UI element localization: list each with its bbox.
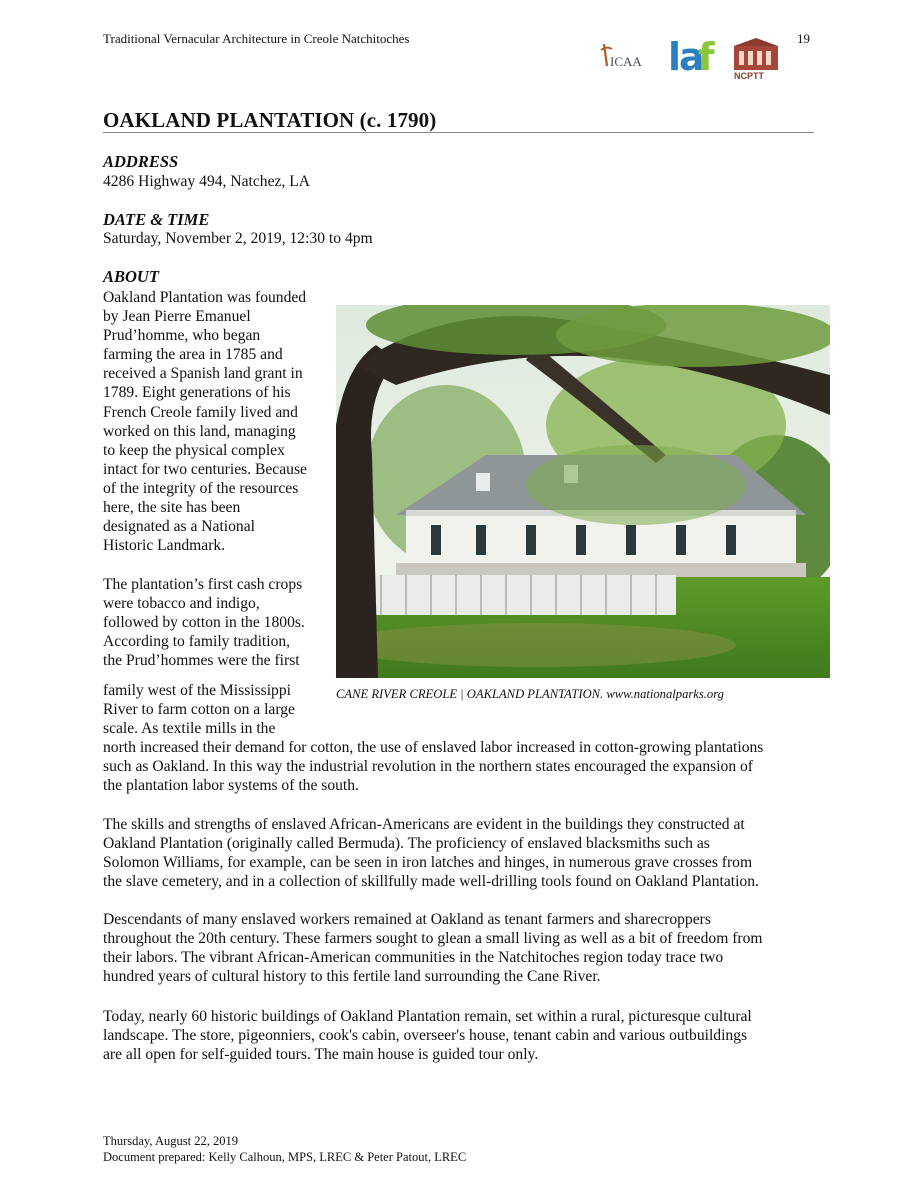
title-rule: [103, 132, 814, 133]
text-line: designated as a National: [103, 518, 255, 536]
text-line: of the integrity of the resources: [103, 479, 299, 497]
oakland-plantation-photo: [336, 305, 830, 678]
footer-date: Thursday, August 22, 2019: [103, 1134, 238, 1148]
about-paragraph-2-wide: [103, 738, 814, 795]
text-line: hundred years of cultural history to this fertile land surrounding the Cane River.: [103, 968, 601, 986]
text-line: The plantation’s first cash crops: [103, 576, 303, 593]
text-line: French Creole family lived and: [103, 403, 298, 421]
text-line: The skills and strengths of enslaved African-Americans are evident in the buildings they constructed at: [103, 816, 745, 833]
about-paragraph-2-narrow-cont: [103, 681, 331, 738]
about-paragraph-1: [103, 288, 331, 555]
text-line: to keep the physical complex: [103, 441, 285, 459]
text-line: Oakland Plantation was founded: [103, 289, 307, 306]
text-line: landscape. The store, pigeonniers, cook's cabin, overseer's house, tenant cabin and various outbuildings: [103, 1027, 748, 1045]
text-line: scale. As textile mills in the: [103, 720, 276, 738]
icaa-logo: [601, 44, 642, 69]
text-line: throughout the 20th century. These farmers sought to glean a small living as well as a bit of freedom from: [103, 930, 763, 948]
text-line: family west of the Mississippi: [103, 682, 291, 699]
sponsor-logos: [598, 36, 784, 82]
text-line: River to farm cotton on a large: [103, 701, 295, 719]
text-line: Oakland Plantation (originally called Bermuda). The proficiency of enslaved blacksmiths such as: [103, 835, 710, 853]
svg-text:la: la: [668, 36, 703, 79]
text-line: north increased their demand for cotton, the use of enslaved labor increased in cotton-growing plantations: [103, 739, 764, 756]
text-line: the plantation labor systems of the south.: [103, 777, 359, 795]
text-line: were tobacco and indigo,: [103, 595, 260, 613]
about-paragraph-2-narrow: [103, 575, 331, 670]
date-time-value: Saturday, November 2, 2019, 12:30 to 4pm: [103, 230, 373, 247]
photo-caption: CANE RIVER CREOLE | OAKLAND PLANTATION. www.nationalparks.org: [336, 687, 724, 701]
about-paragraph-3: [103, 815, 814, 891]
ncptt-logo: [734, 38, 778, 81]
text-line: here, the site has been: [103, 499, 241, 517]
text-line: According to family tradition,: [103, 633, 291, 651]
icaa-text: ICAA: [610, 54, 642, 69]
ncptt-text: NCPTT: [734, 71, 764, 81]
text-line: Descendants of many enslaved workers remained at Oakland as tenant farmers and sharecroppers: [103, 911, 711, 928]
text-line: Solomon Williams, for example, can be seen in iron latches and hinges, in numerous grave crosses from: [103, 854, 753, 872]
footer-prepared-by: Document prepared: Kelly Calhoun, MPS, LREC & Peter Patout, LREC: [103, 1150, 467, 1164]
text-line: their labors. The vibrant African-American communities in the Natchitoches region today trace two: [103, 949, 724, 967]
text-line: intact for two centuries. Because: [103, 460, 307, 478]
page-title: OAKLAND PLANTATION (c. 1790): [103, 108, 437, 132]
about-label: ABOUT: [103, 267, 159, 286]
text-line: such as Oakland. In this way the industrial revolution in the northern states encouraged the expansion of: [103, 758, 754, 776]
address-value: 4286 Highway 494, Natchez, LA: [103, 173, 310, 190]
text-line: by Jean Pierre Emanuel: [103, 308, 251, 326]
text-line: 1789. Eight generations of his: [103, 384, 291, 402]
text-line: are all open for self-guided tours. The main house is guided tour only.: [103, 1046, 539, 1064]
text-line: Today, nearly 60 historic buildings of Oakland Plantation remain, set within a rural, picturesque cultural: [103, 1008, 752, 1025]
page-number: 19: [797, 31, 810, 46]
date-time-label: DATE & TIME: [103, 210, 210, 229]
address-label: ADDRESS: [103, 152, 179, 171]
text-line: the slave cemetery, and in a collection of skillfully made well-drilling tools found on Oakland Plantation.: [103, 873, 759, 891]
text-line: worked on this land, managing: [103, 422, 296, 440]
about-paragraph-4: [103, 910, 814, 986]
text-line: Prud’homme, who began: [103, 327, 261, 345]
svg-text:f: f: [698, 36, 715, 79]
text-line: received a Spanish land grant in: [103, 365, 303, 383]
running-header-title: Traditional Vernacular Architecture in Creole Natchitoches: [103, 31, 410, 46]
text-line: Historic Landmark.: [103, 537, 226, 555]
text-line: followed by cotton in the 1800s.: [103, 614, 305, 632]
text-line: farming the area in 1785 and: [103, 346, 283, 364]
laf-logo: [668, 36, 715, 79]
about-paragraph-5: [103, 1007, 814, 1064]
text-line: the Prud’hommes were the first: [103, 652, 300, 670]
